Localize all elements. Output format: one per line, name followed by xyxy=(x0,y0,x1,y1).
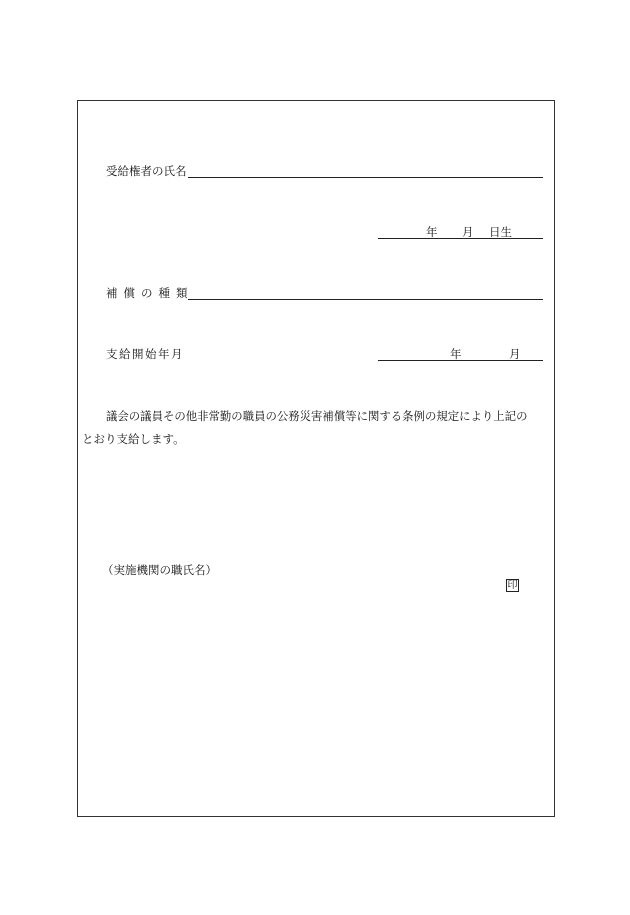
compensation-type-label: 補償の種類 xyxy=(106,286,194,300)
agency-name-label: （実施機関の職氏名） xyxy=(102,563,217,577)
compensation-type-field[interactable] xyxy=(188,299,543,300)
birth-month-label: 月 xyxy=(462,225,474,239)
birth-date-field[interactable] xyxy=(378,238,543,239)
form-frame xyxy=(77,100,555,817)
payment-month-label: 月 xyxy=(509,347,521,361)
payment-start-field[interactable] xyxy=(378,360,543,361)
payment-year-label: 年 xyxy=(450,347,462,361)
birth-year-label: 年 xyxy=(426,225,438,239)
payment-start-label: 支給開始年月 xyxy=(106,347,184,361)
recipient-name-field[interactable] xyxy=(188,177,543,178)
birth-day-label: 日生 xyxy=(489,225,512,239)
statement-line-1: 議会の議員その他非常勤の職員の公務災害補償等に関する条例の規定により上記の xyxy=(106,409,528,423)
seal-stamp: 印 xyxy=(507,580,518,591)
recipient-name-label: 受給権者の氏名 xyxy=(106,164,187,178)
statement-line-2: とおり支給します。 xyxy=(82,432,185,446)
